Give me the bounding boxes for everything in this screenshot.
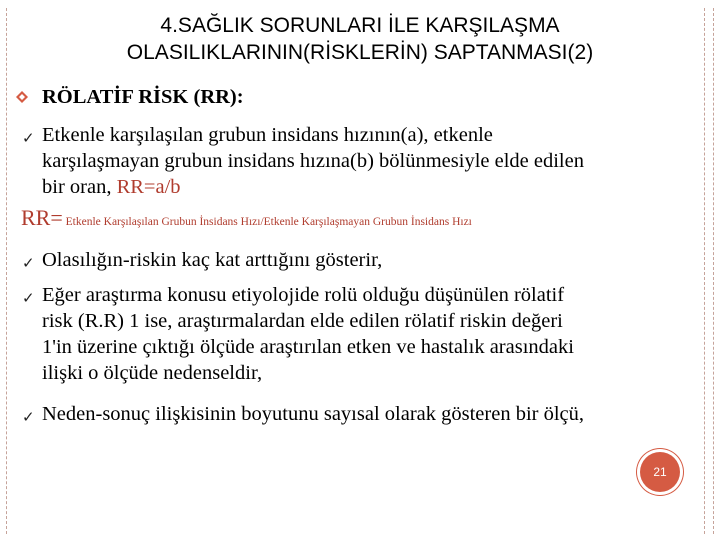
page-number-badge: 21 bbox=[640, 452, 680, 492]
slide-border-right bbox=[704, 8, 714, 534]
definition-line-1: Etkenle karşılaşılan grubun insidans hızının(a), etkenle bbox=[42, 124, 493, 146]
title-line-1: 4.SAĞLIK SORUNLARI İLE KARŞILAŞMA bbox=[160, 14, 560, 37]
title-line-2: OLASILIKLARININ(RİSKLERİN) SAPTANMASI(2) bbox=[126, 41, 594, 64]
checkmark-icon: ✓ bbox=[22, 129, 35, 147]
bullet-text bbox=[42, 282, 692, 386]
checkmark-icon: ✓ bbox=[22, 408, 35, 426]
section-heading: RÖLATİF RİSK (RR): bbox=[42, 86, 244, 108]
rr-formula-short: RR=a/b bbox=[116, 176, 181, 198]
bullet-text: Olasılığın-riskin kaç kat arttığını gösterir, bbox=[42, 249, 383, 271]
bullet-line: risk (R.R) 1 ise, araştırmalardan elde edilen rölatif riskin değeri bbox=[42, 310, 563, 332]
bullet-line: 1'in üzerine çıktığı ölçüde araştırılan etken ve hastalık arasındaki bbox=[42, 336, 574, 358]
slide-title bbox=[60, 12, 660, 66]
rr-formula-row bbox=[21, 205, 472, 235]
checkmark-icon: ✓ bbox=[22, 289, 35, 307]
checkmark-icon: ✓ bbox=[22, 254, 35, 272]
definition-line-2: karşılaşmayan grubun insidans hızına(b) bölünmesiyle elde edilen bbox=[42, 150, 584, 172]
definition-text bbox=[42, 122, 692, 200]
slide-border-left bbox=[6, 8, 9, 534]
bullet-line: Eğer araştırma konusu etiyolojide rolü olduğu düşünülen rölatif bbox=[42, 284, 565, 306]
rr-label: RR= bbox=[21, 205, 63, 230]
diamond-bullet-icon bbox=[16, 91, 28, 103]
rr-formula-long: Etkenle Karşılaşılan Grubun İnsidans Hızı/Etkenle Karşılaşmayan Grubun İnsidans Hızı bbox=[62, 216, 472, 228]
bullet-text: Neden-sonuç ilişkisinin boyutunu sayısal olarak gösteren bir ölçü, bbox=[42, 403, 585, 425]
definition-line-3 bbox=[42, 174, 692, 200]
bullet-line: ilişki o ölçüde nedenseldir, bbox=[42, 362, 263, 384]
definition-prefix: bir oran, bbox=[42, 176, 117, 198]
